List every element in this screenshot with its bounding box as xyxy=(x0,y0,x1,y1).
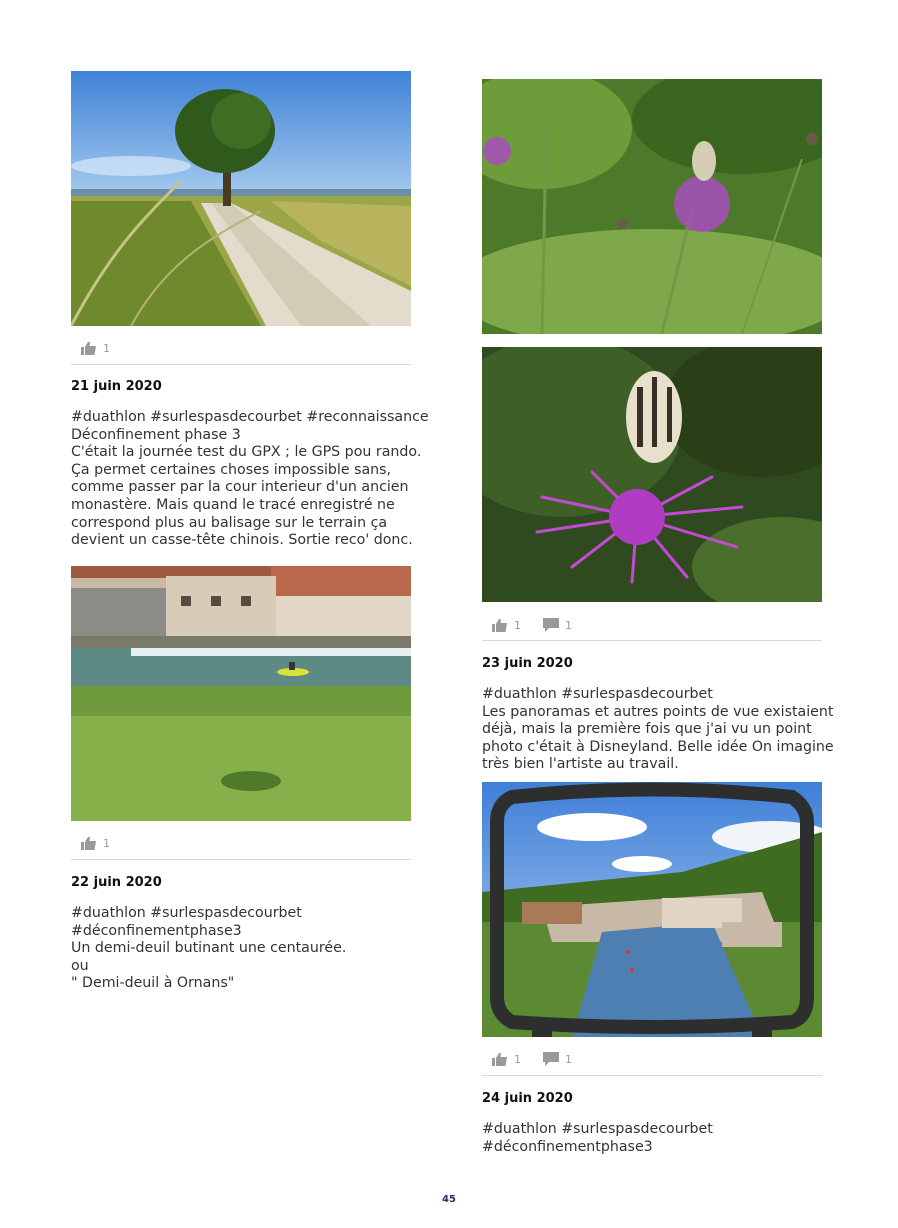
thumbs-up-icon[interactable] xyxy=(81,836,97,850)
photo-river-kayak[interactable] xyxy=(71,566,411,821)
post-date: 24 juin 2020 xyxy=(482,1091,573,1106)
photo-country-path[interactable] xyxy=(71,71,411,326)
post-date: 22 juin 2020 xyxy=(71,875,162,890)
post-1-body xyxy=(71,409,429,550)
post-3-body xyxy=(482,686,834,774)
divider xyxy=(482,640,822,641)
photo-butterfly-meadow[interactable] xyxy=(482,79,822,334)
page-number: 45 xyxy=(442,1194,456,1205)
like-count: 1 xyxy=(514,1052,521,1066)
post-line: Un demi-deuil butinant une centaurée. xyxy=(71,940,347,957)
post-line: C'était la journée test du GPX ; le GPS pou rando. xyxy=(71,444,422,461)
post-date: 23 juin 2020 xyxy=(482,656,573,671)
post-3-stats xyxy=(492,615,586,635)
post-line: très bien l'artiste au travail. xyxy=(482,756,679,773)
post-line: #déconfinementphase3 xyxy=(71,922,242,939)
post-line: #duathlon #surlespasdecourbet xyxy=(71,905,302,921)
post-line: photo c'était à Disneyland. Belle idée On imagine xyxy=(482,738,834,755)
comment-count: 1 xyxy=(565,618,572,632)
post-line: #duathlon #surlespasdecourbet #reconnaissance xyxy=(71,409,429,425)
post-2-stats xyxy=(81,833,124,853)
post-line: Ça permet certaines choses impossible sans, xyxy=(71,461,392,478)
post-1-stats xyxy=(81,338,124,358)
divider xyxy=(71,364,411,365)
comment-icon[interactable] xyxy=(543,618,559,632)
post-line: #duathlon #surlespasdecourbet xyxy=(482,1121,713,1137)
post-2-body xyxy=(71,905,416,993)
post-line: ou xyxy=(71,957,89,974)
post-line: #déconfinementphase3 xyxy=(482,1138,653,1155)
post-line: #duathlon #surlespasdecourbet xyxy=(482,686,713,702)
post-4-stats xyxy=(492,1049,586,1069)
post-line: Déconfinement phase 3 xyxy=(71,426,241,443)
post-line: " Demi-deuil à Ornans" xyxy=(71,975,235,992)
comment-count: 1 xyxy=(565,1052,572,1066)
post-line: déjà, mais la première fois que j'ai vu un point xyxy=(482,721,812,738)
thumbs-up-icon[interactable] xyxy=(492,618,508,632)
divider xyxy=(482,1075,822,1076)
post-line: monastère. Mais quand le tracé enregistré ne xyxy=(71,496,395,513)
like-count: 1 xyxy=(103,341,110,355)
thumbs-up-icon[interactable] xyxy=(492,1052,508,1066)
like-count: 1 xyxy=(514,618,521,632)
like-count: 1 xyxy=(103,836,110,850)
post-date: 21 juin 2020 xyxy=(71,379,162,394)
photo-framed-river-view[interactable] xyxy=(482,782,822,1037)
thumbs-up-icon[interactable] xyxy=(81,341,97,355)
post-line: correspond plus au balisage sur le terrain ça xyxy=(71,514,388,531)
post-4-body xyxy=(482,1121,827,1156)
post-line: Les panoramas et autres points de vue existaient xyxy=(482,703,834,720)
post-line: comme passer par la cour interieur d'un ancien xyxy=(71,479,409,496)
photo-butterfly-closeup[interactable] xyxy=(482,347,822,602)
post-line: devient un casse-tête chinois. Sortie reco' donc. xyxy=(71,532,413,549)
comment-icon[interactable] xyxy=(543,1052,559,1066)
divider xyxy=(71,859,411,860)
